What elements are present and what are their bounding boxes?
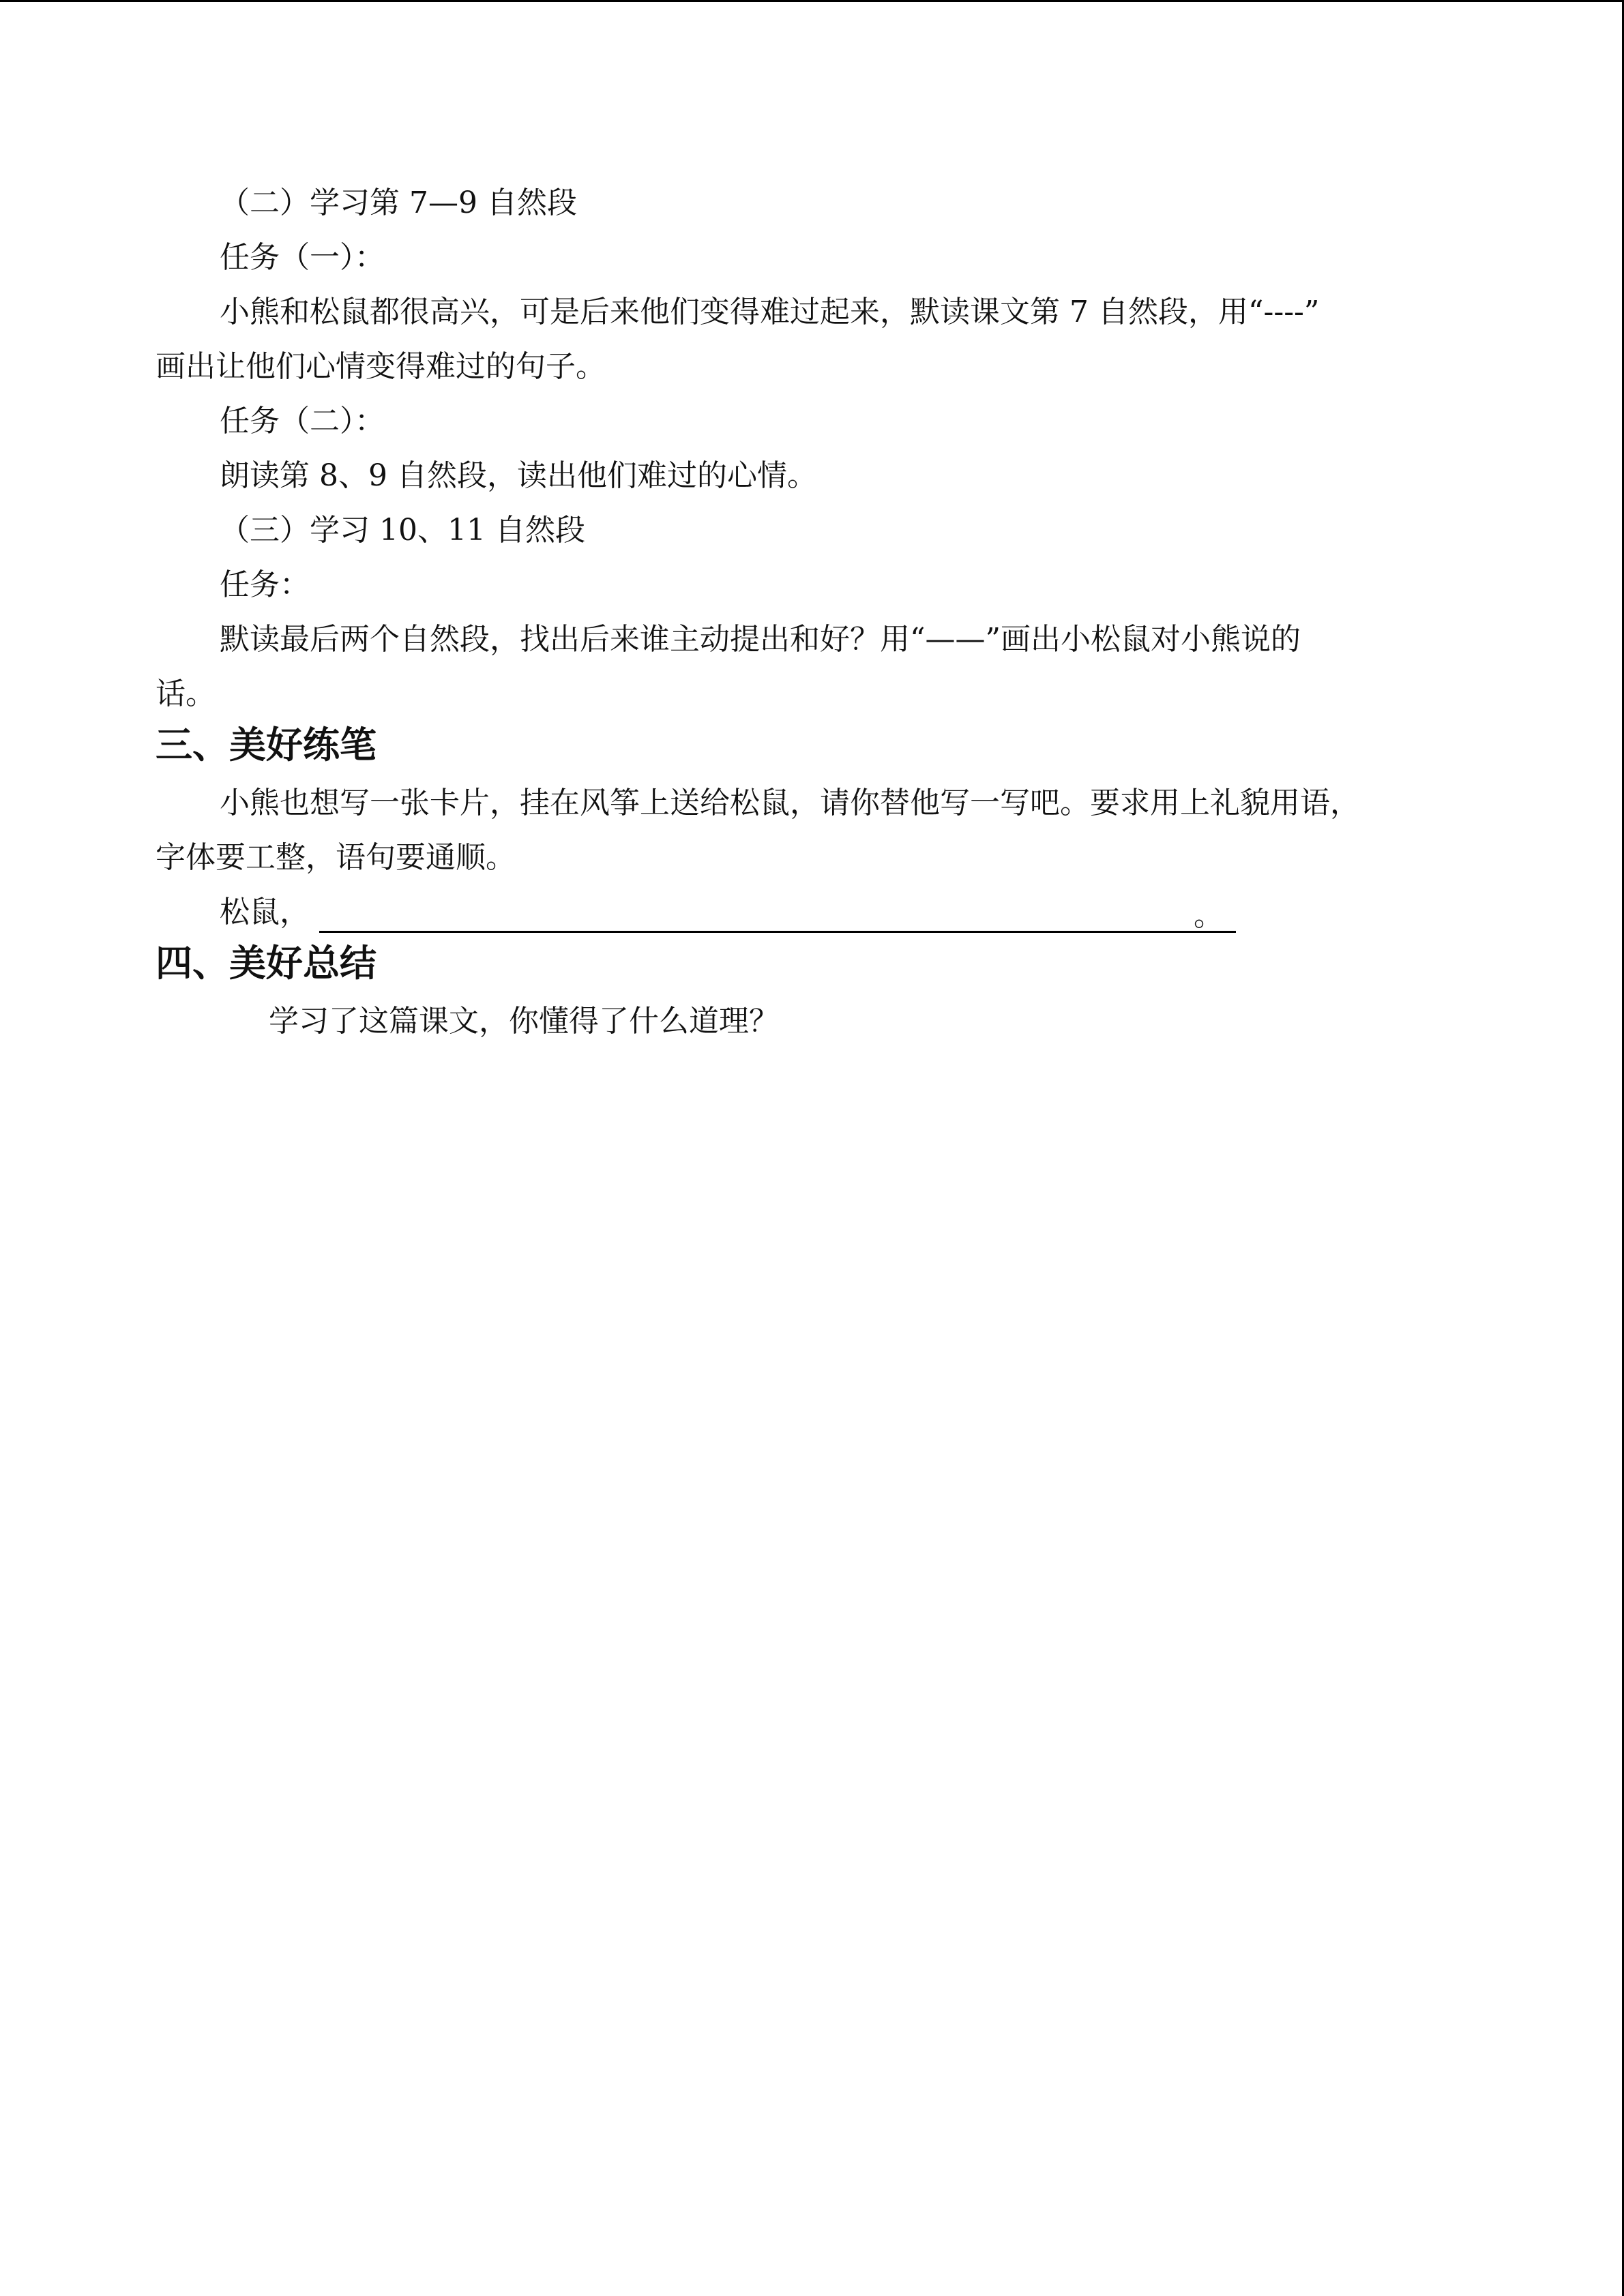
section-heading-summary: 四、美好总结	[156, 942, 377, 985]
task-label-2: 任务（二）：	[220, 404, 385, 438]
writing-instruction-line-2: 字体要工整，语句要通顺。	[156, 840, 516, 875]
task-3-text-line-2: 话。	[156, 676, 216, 711]
fill-in-blank-line[interactable]	[319, 899, 1236, 933]
subsection-title-3: （三）学习 10、11 自然段	[220, 513, 585, 548]
task-3-text-line-1: 默读最后两个自然段，找出后来谁主动提出和好？用“——”画出小松鼠对小熊说的	[220, 622, 1301, 657]
fill-in-prefix: 松鼠，	[220, 895, 310, 929]
fill-in-suffix: 。	[1194, 898, 1224, 933]
section-heading-writing: 三、美好练笔	[156, 724, 377, 766]
writing-instruction-line-1: 小熊也想写一张卡片，挂在风筝上送给松鼠，请你替他写一写吧。要求用上礼貌用语，	[220, 786, 1360, 820]
task-2-text: 朗读第 8、9 自然段，读出他们难过的心情。	[220, 458, 817, 493]
task-1-text-line-1: 小熊和松鼠都很高兴，可是后来他们变得难过起来，默读课文第 7 自然段，用“----”	[220, 295, 1320, 329]
subsection-title-2: （二）学习第 7—9 自然段	[220, 185, 577, 220]
summary-question: 学习了这篇课文，你懂得了什么道理？	[269, 1004, 779, 1039]
task-label-3: 任务：	[220, 567, 310, 602]
task-1-text-line-2: 画出让他们心情变得难过的句子。	[156, 349, 606, 384]
task-label-1: 任务（一）：	[220, 240, 385, 275]
